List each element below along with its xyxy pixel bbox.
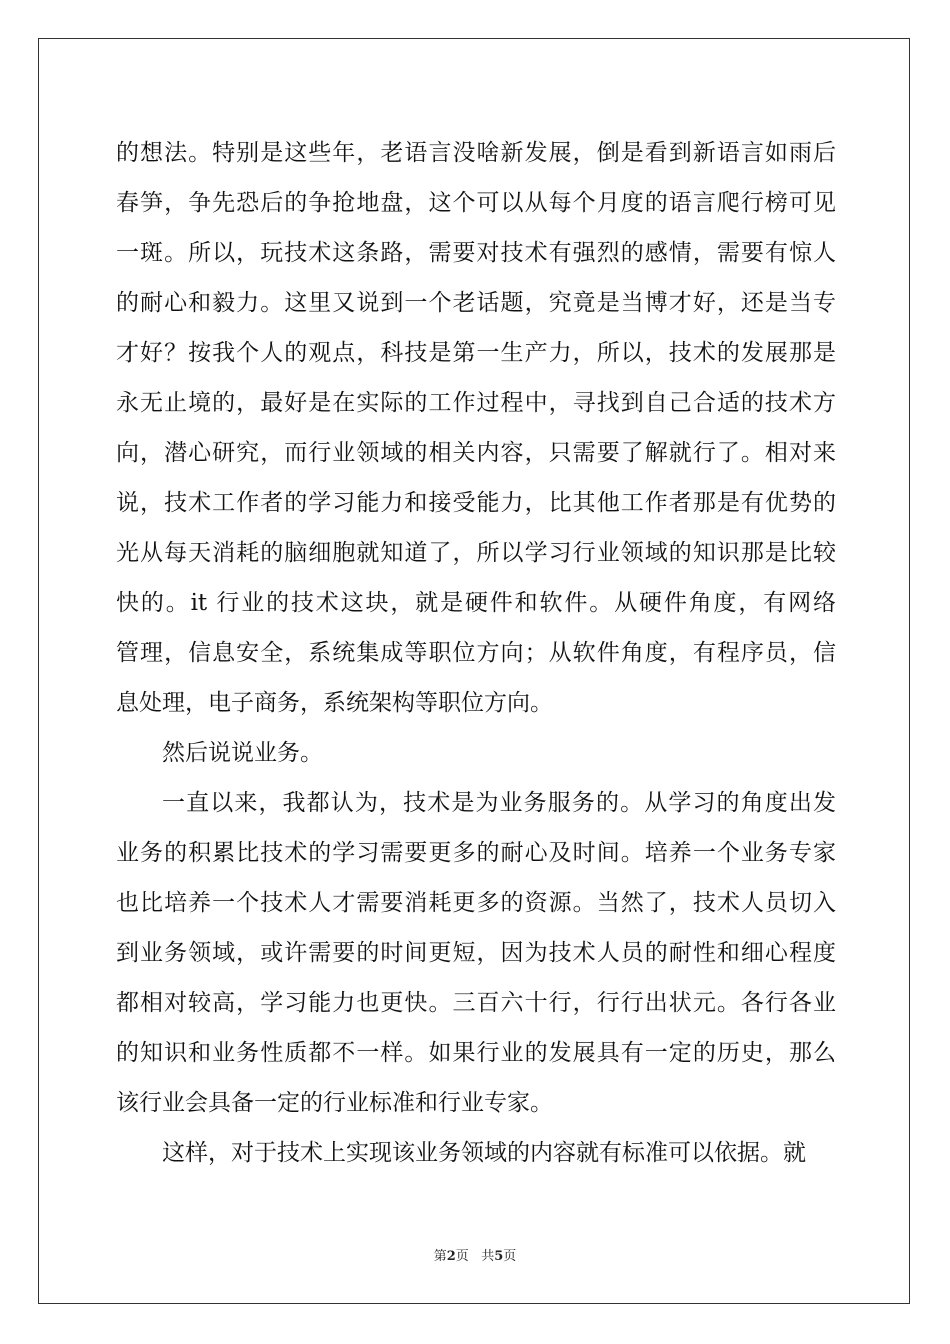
text-line: 向，潜心研究，而行业领域的相关内容，只需要了解就行了。相对来 [116,440,836,466]
paragraph [116,1128,836,1178]
text-line: 一直以来，我都认为，技术是为业务服务的。从学习的角度出发 [162,790,836,816]
text-line: 都相对较高，学习能力也更快。三百六十行，行行出状元。各行各业 [116,990,836,1016]
current-page-number: 2 [446,1249,456,1264]
text-line: 一斑。所以，玩技术这条路，需要对技术有强烈的感情，需要有惊人 [116,240,836,266]
paragraph [116,128,836,728]
text-line: 息处理，电子商务，系统架构等职位方向。 [116,690,553,716]
text-line: 的想法。特别是这些年，老语言没啥新发展，倒是看到新语言如雨后 [116,140,836,166]
text-line: 业务的积累比技术的学习需要更多的耐心及时间。培养一个业务专家 [116,840,836,866]
text-line: 永无止境的，最好是在实际的工作过程中，寻找到自己合适的技术方 [116,390,836,416]
document-body [116,128,836,1178]
text-line: 这样，对于技术上实现该业务领域的内容就有标准可以依据。就 [162,1140,806,1166]
text-line: 才好？按我个人的观点，科技是第一生产力，所以，技术的发展那是 [116,340,836,366]
text-line: 快的。it 行业的技术这块，就是硬件和软件。从硬件角度，有网络 [116,590,836,616]
total-page-count: 5 [494,1249,504,1264]
text-line: 说，技术工作者的学习能力和接受能力，比其他工作者那是有优势的 [116,490,836,516]
text-line: 的耐心和毅力。这里又说到一个老话题，究竟是当博才好，还是当专 [116,290,836,316]
page-footer [0,1245,950,1264]
text-line: 光从每天消耗的脑细胞就知道了，所以学习行业领域的知识那是比较 [116,540,836,566]
text-line: 也比培养一个技术人才需要消耗更多的资源。当然了，技术人员切入 [116,890,836,916]
text-line: 到业务领域，或许需要的时间更短，因为技术人员的耐性和细心程度 [116,940,836,966]
text-line: 的知识和业务性质都不一样。如果行业的发展具有一定的历史，那么 [116,1040,836,1066]
paragraph [116,728,836,778]
page-prefix: 第 [433,1249,447,1264]
page-suffix: 页 [455,1249,469,1264]
text-line: 春笋，争先恐后的争抢地盘，这个可以从每个月度的语言爬行榜可见 [116,190,836,216]
text-line: 该行业会具备一定的行业标准和行业专家。 [116,1090,553,1116]
text-line: 然后说说业务。 [162,740,323,766]
total-prefix: 共 [481,1249,495,1264]
paragraph [116,778,836,1128]
total-suffix: 页 [503,1249,517,1264]
text-line: 管理，信息安全，系统集成等职位方向；从软件角度，有程序员，信 [116,640,836,666]
